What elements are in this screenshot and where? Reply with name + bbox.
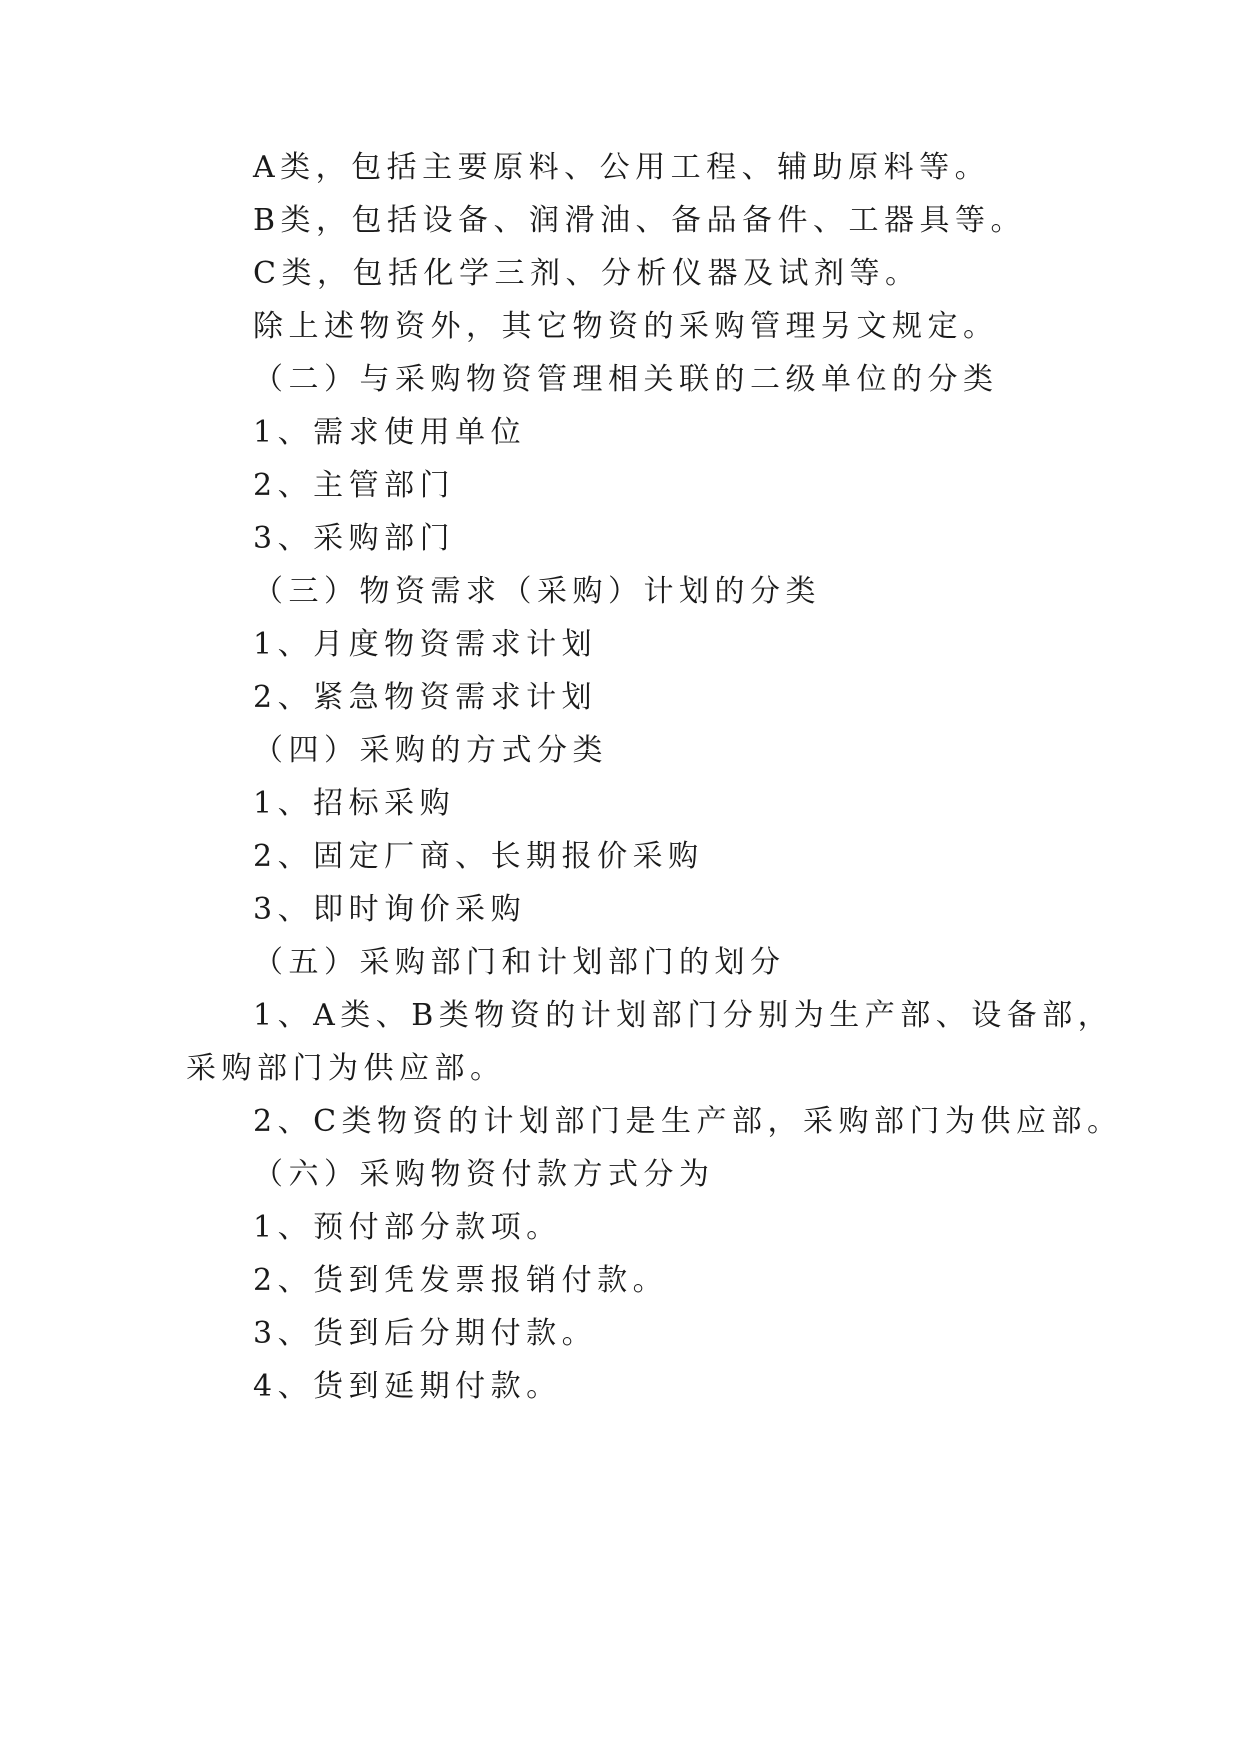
section-heading-2: （二）与采购物资管理相关联的二级单位的分类 [253, 362, 999, 397]
section-heading-3: （三）物资需求（采购）计划的分类 [253, 574, 821, 609]
list-item: 1、招标采购 [253, 786, 456, 821]
list-item: 3、即时询价采购 [253, 892, 527, 927]
list-item: 3、采购部门 [253, 521, 456, 556]
section-heading-5: （五）采购部门和计划部门的划分 [253, 945, 786, 980]
list-item: 4、货到延期付款。 [253, 1369, 562, 1404]
list-item: 2、C类物资的计划部门是生产部，采购部门为供应部。 [253, 1104, 1123, 1139]
list-item: 1、月度物资需求计划 [253, 627, 598, 662]
list-item: 1、预付部分款项。 [253, 1210, 562, 1245]
paragraph-other-materials: 除上述物资外，其它物资的采购管理另文规定。 [253, 309, 999, 344]
paragraph-class-c: C类，包括化学三剂、分析仪器及试剂等。 [253, 256, 921, 291]
list-item: 1、A类、B类物资的计划部门分别为生产部、设备部， [253, 998, 1114, 1033]
list-item: 3、货到后分期付款。 [253, 1316, 598, 1351]
list-item: 2、货到凭发票报销付款。 [253, 1263, 669, 1298]
list-item-continuation: 采购部门为供应部。 [186, 1051, 506, 1086]
section-heading-4: （四）采购的方式分类 [253, 733, 608, 768]
list-item: 1、需求使用单位 [253, 415, 527, 450]
section-heading-6: （六）采购物资付款方式分为 [253, 1157, 715, 1192]
paragraph-class-a: A类，包括主要原料、公用工程、辅助原料等。 [253, 150, 991, 185]
list-item: 2、主管部门 [253, 468, 456, 503]
paragraph-class-b: B类，包括设备、润滑油、备品备件、工器具等。 [253, 203, 1027, 238]
list-item: 2、紧急物资需求计划 [253, 680, 598, 715]
list-item: 2、固定厂商、长期报价采购 [253, 839, 704, 874]
